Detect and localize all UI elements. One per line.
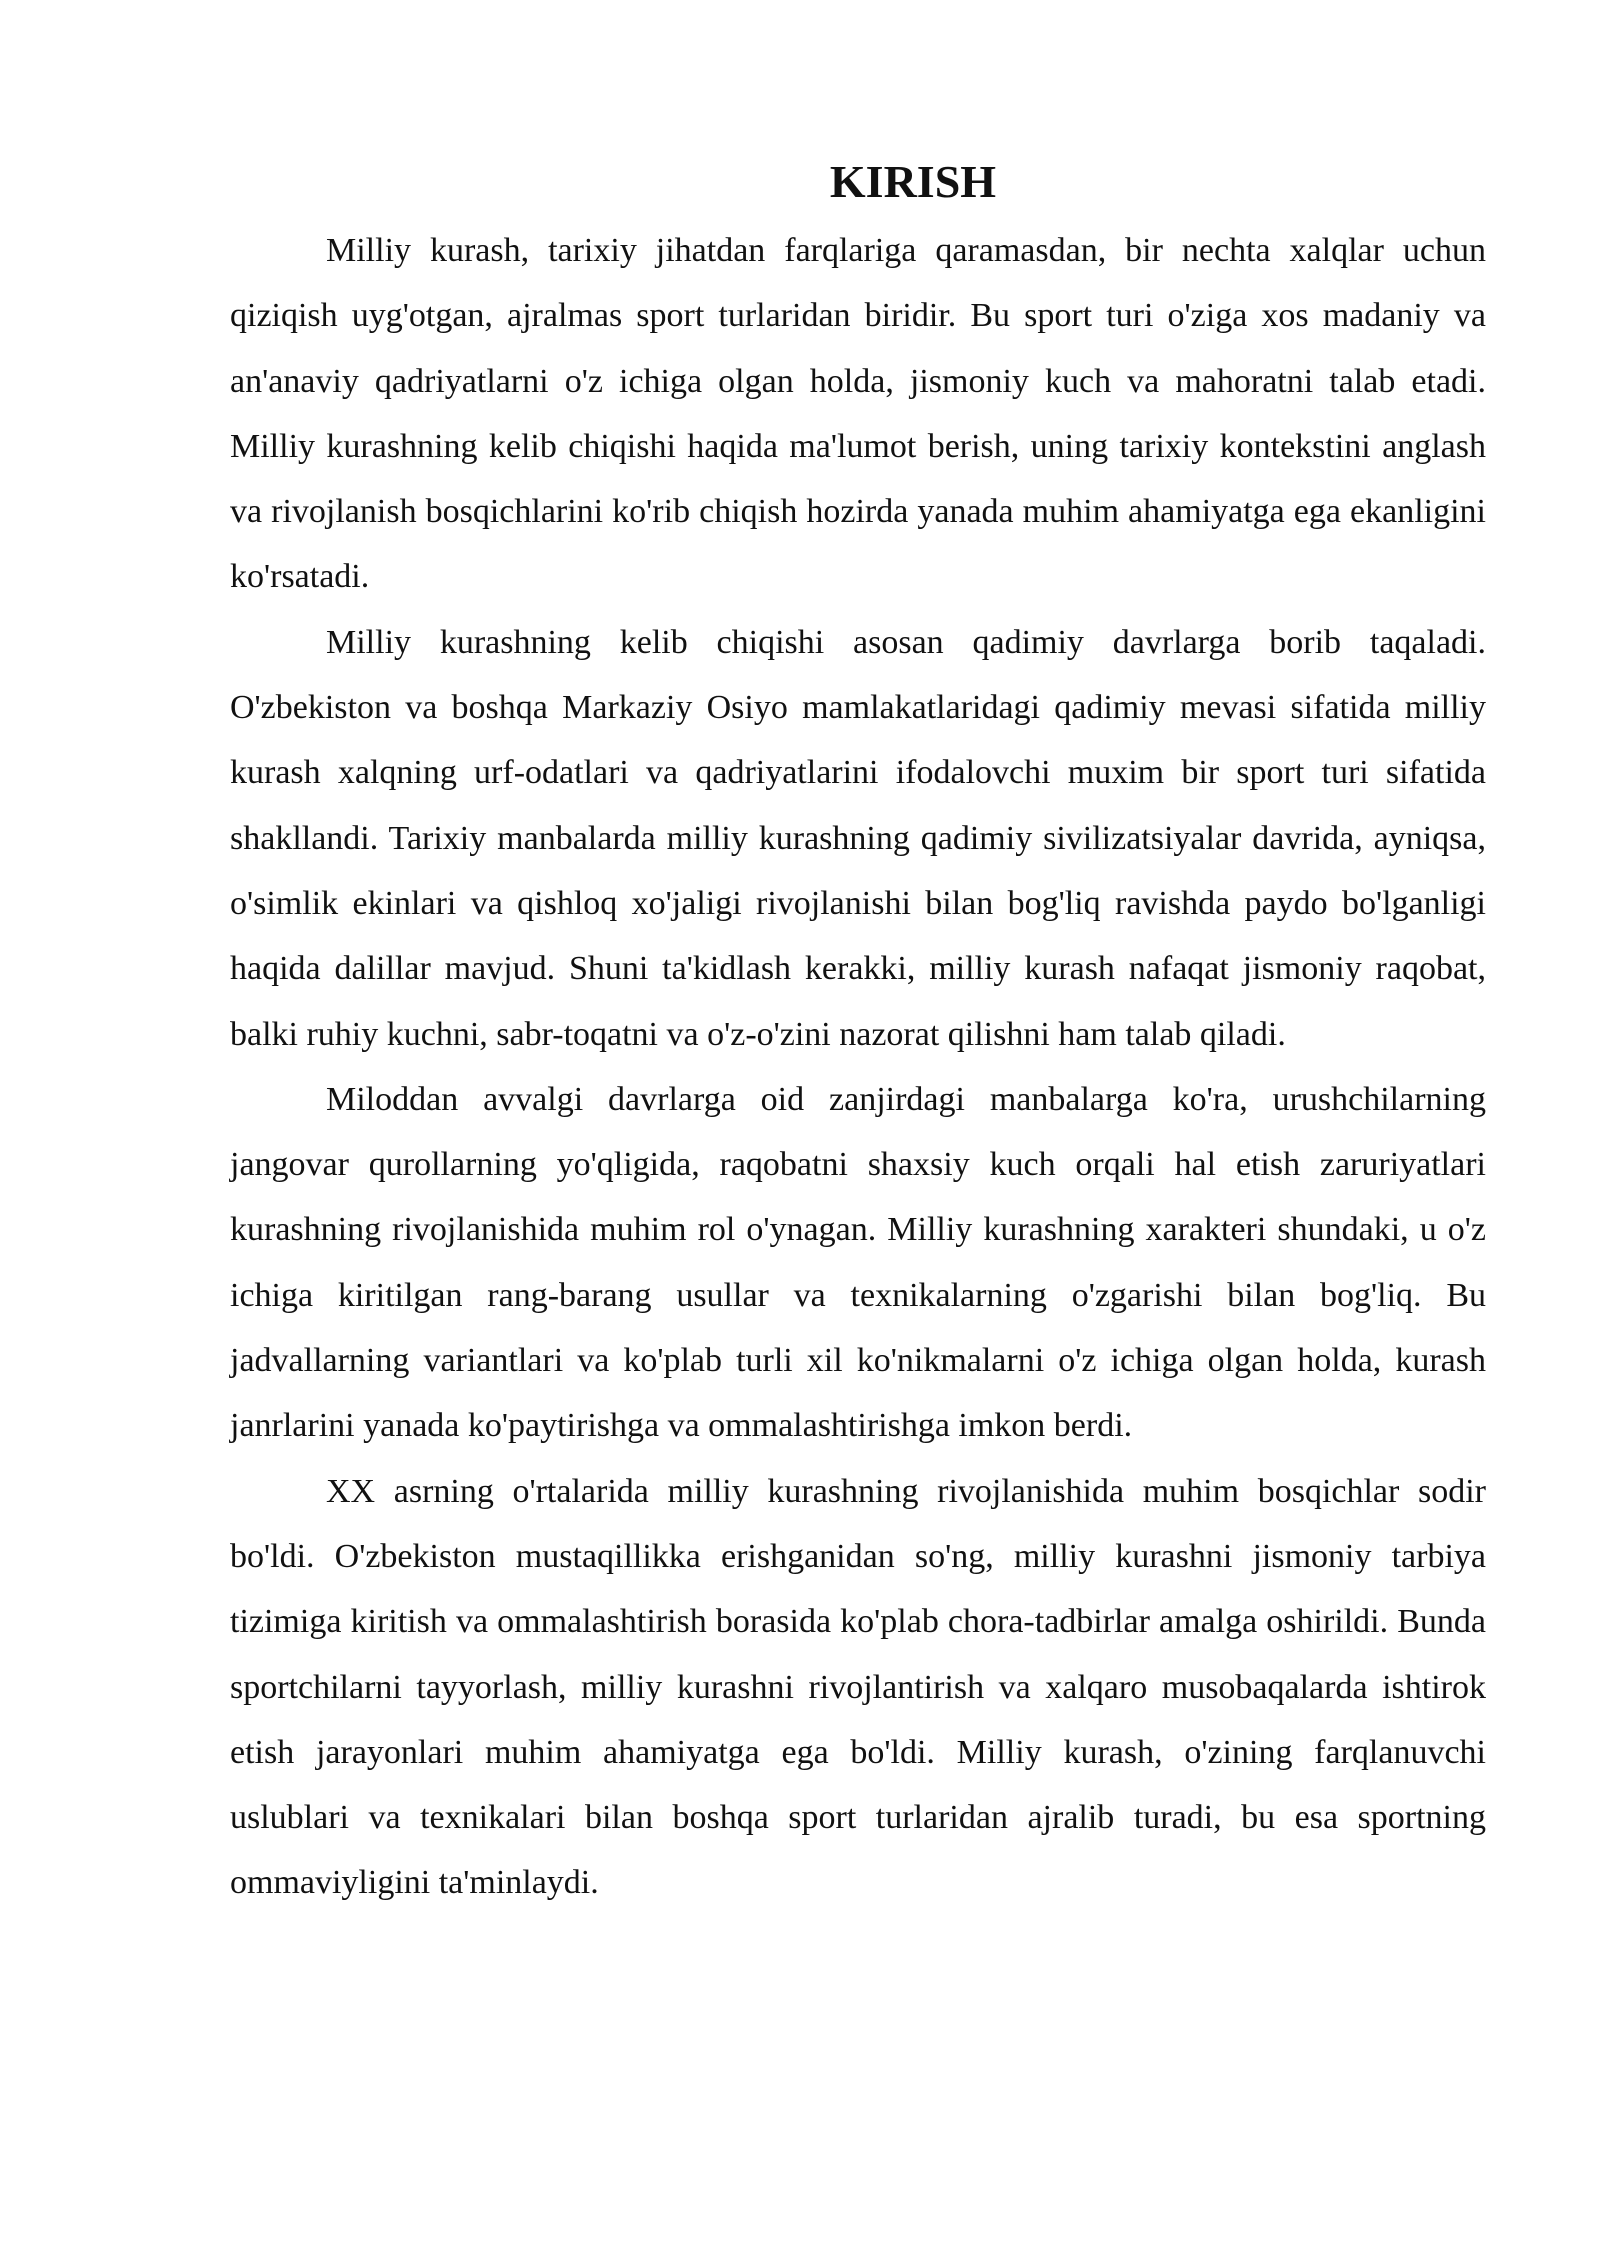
document-body [230, 150, 1486, 1916]
page-title: KIRISH [829, 156, 997, 207]
paragraph-1: Milliy kurash, tarixiy jihatdan farqlariga qaramasdan, bir nechta xalqlar uchun qiziqish uyg'otgan, ajralmas sport turlaridan biridir. Bu sport turi o'ziga xos madaniy va an'anaviy qadriyatlarni o'z ichiga olgan holda, jismoniy kuch va mahoratni talab etadi. Milliy kurashning kelib chiqishi haqida ma'lumot berish, uning tarixiy kontekstini anglash va rivojlanish bosqichlarini ko'rib chiqish hozirda yanada muhim ahamiyatga ega ekanligini ko'rsatadi. [230, 232, 1486, 596]
paragraph-2: Milliy kurashning kelib chiqishi asosan qadimiy davrlarga borib taqaladi. O'zbekiston va boshqa Markaziy Osiyo mamlakatlaridagi qadimiy mevasi sifatida milliy kurash xalqning urf-odatlari va qadriyatlarini ifodalovchi muxim bir sport turi sifatida shakllandi. Tarixiy manbalarda milliy kurashning qadimiy sivilizatsiyalar davrida, ayniqsa, o'simlik ekinlari va qishloq xo'jaligi rivojlanishi bilan bog'liq ravishda paydo bo'lganligi haqida dalillar mavjud. Shuni ta'kidlash kerakki, milliy kurash nafaqat jismoniy raqobat, balki ruhiy kuchni, sabr-toqatni va o'z-o'zini nazorat qilishni ham talab qiladi. [230, 623, 1486, 1053]
paragraph-3: Miloddan avvalgi davrlarga oid zanjirdagi manbalarga ko'ra, urushchilarning jangovar qurollarning yo'qligida, raqobatni shaxsiy kuch orqali hal etish zaruriyatlari kurashning rivojlanishida muhim rol o'ynagan. Milliy kurashning xarakteri shundaki, u o'z ichiga kiritilgan rang-barang usullar va texnikalarning o'zgarishi bilan bog'liq. Bu jadvallarning variantlari va ko'plab turli xil ko'nikmalarni o'z ichiga olgan holda, kurash janrlarini yanada ko'paytirishga va ommalashtirishga imkon berdi. [230, 1080, 1486, 1445]
paragraph-4: XX asrning o'rtalarida milliy kurashning rivojlanishida muhim bosqichlar sodir bo'ldi. O'zbekiston mustaqillikka erishganidan so'ng, milliy kurashni jismoniy tarbiya tizimiga kiritish va ommalashtirish borasida ko'plab chora-tadbirlar amalga oshirildi. Bunda sportchilarni tayyorlash, milliy kurashni rivojlantirish va xalqaro musobaqalarda ishtirok etish jarayonlari muhim ahamiyatga ega bo'ldi. Milliy kurash, o'zining farqlanuvchi uslublari va texnikalari bilan boshqa sport turlaridan ajralib turadi, bu esa sportning ommaviyligini ta'minlaydi. [230, 1472, 1486, 1902]
